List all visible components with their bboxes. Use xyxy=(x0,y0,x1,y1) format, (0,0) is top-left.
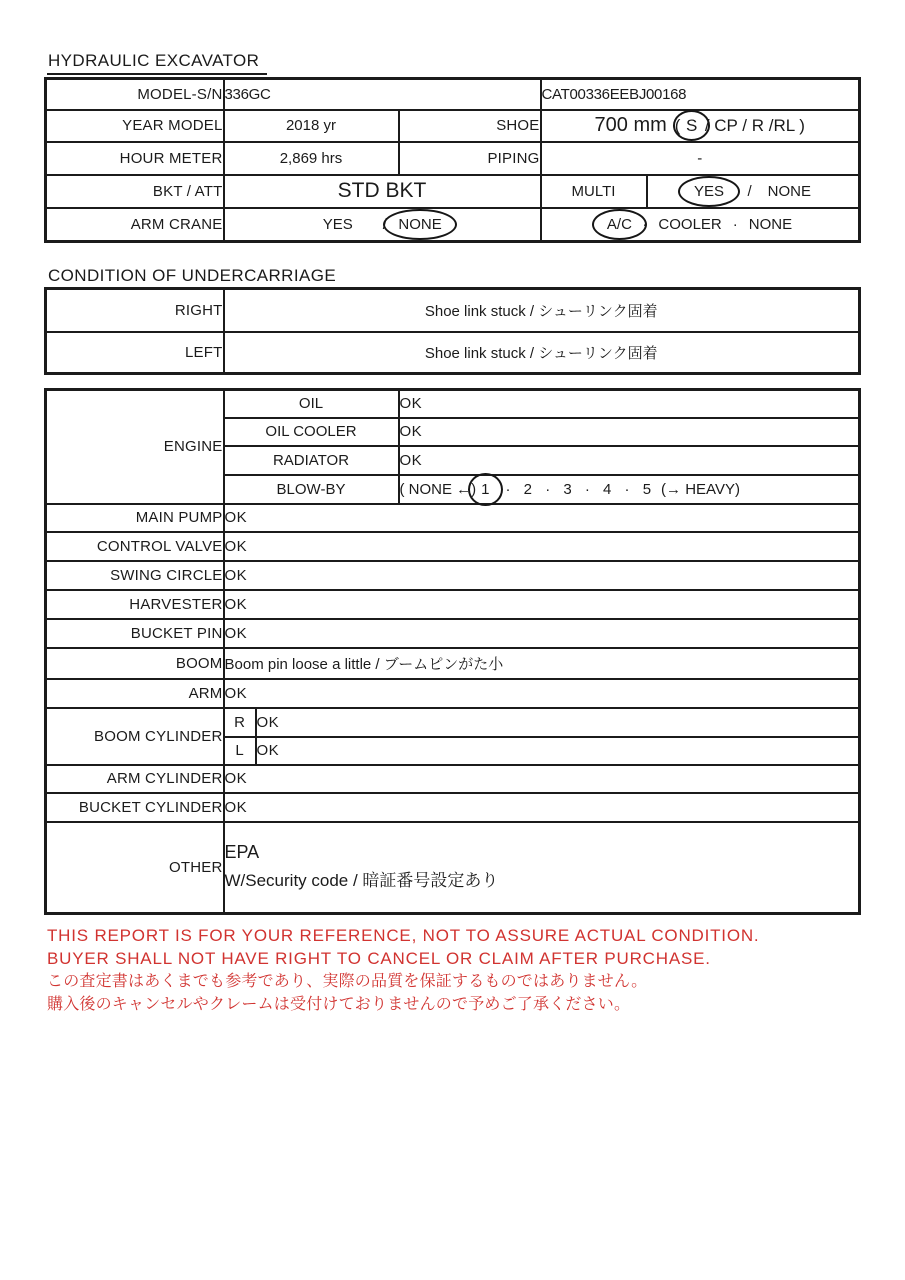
control-valve-value: OK xyxy=(224,532,860,561)
model-value: 336GC xyxy=(224,79,541,110)
bkt-att-value: STD BKT xyxy=(224,175,541,208)
swing-circle-value: OK xyxy=(224,561,860,590)
shoe-label: SHOE xyxy=(399,110,541,142)
piping-value: - xyxy=(541,142,860,175)
boom-cylinder-r-label: R xyxy=(224,708,256,737)
undercarriage-right-label: RIGHT xyxy=(46,289,224,332)
main-pump-label: MAIN PUMP xyxy=(46,504,224,532)
boom-value: Boom pin loose a little / ブームピンがた小 xyxy=(224,648,860,679)
machine-info-table xyxy=(44,77,861,243)
engine-radiator-label: RADIATOR xyxy=(224,446,399,475)
piping-label: PIPING xyxy=(399,142,541,175)
harvester-label: HARVESTER xyxy=(46,590,224,619)
cooling-dot-2: · xyxy=(732,215,738,233)
engine-oil-value: OK xyxy=(399,390,860,418)
hour-meter-value: 2,869 hrs xyxy=(224,142,399,175)
shoe-selected-circle: S xyxy=(673,110,710,141)
bucket-cylinder-label: BUCKET CYLINDER xyxy=(46,793,224,822)
bucket-cylinder-value: OK xyxy=(224,793,860,822)
shoe-options: / CP / R /RL ) xyxy=(704,116,805,135)
arm-crane-slash: / xyxy=(382,215,387,233)
undercarriage-table xyxy=(44,287,861,375)
ac-circle: A/C xyxy=(592,209,647,240)
arm-cylinder-value: OK xyxy=(224,765,860,793)
cooling-dot-1: · xyxy=(642,215,648,233)
undercarriage-right-value: Shoe link stuck / シューリンク固着 xyxy=(224,289,860,332)
multi-none: NONE xyxy=(767,182,812,200)
bkt-att-label: BKT / ATT xyxy=(46,175,224,208)
disclaimer-line-4: 購入後のキャンセルやクレームは受付けておりませんので予めご了承ください。 xyxy=(47,996,631,1013)
other-value-cell xyxy=(224,822,860,914)
disclaimer-line-1: THIS REPORT IS FOR YOUR REFERENCE, NOT TO ASSURE ACTUAL CONDITION. xyxy=(47,926,760,945)
engine-oil-cooler-label: OIL COOLER xyxy=(224,418,399,446)
model-sn-label: MODEL-S/N xyxy=(46,79,224,110)
blowby-prefix: ( NONE ←) xyxy=(399,480,477,498)
boom-cylinder-label: BOOM CYLINDER xyxy=(46,708,224,765)
undercarriage-left-value: Shoe link stuck / シューリンク固着 xyxy=(224,332,860,374)
cooling-cooler: COOLER xyxy=(658,215,722,233)
undercarriage-section-title: CONDITION OF UNDERCARRIAGE xyxy=(47,266,344,290)
blowby-suffix: (→ HEAVY) xyxy=(661,480,740,498)
disclaimer-line-3: この査定書はあくまでも参考であり、実際の品質を保証するものではありません。 xyxy=(47,973,648,990)
arm-value: OK xyxy=(224,679,860,708)
arm-crane-yes: YES xyxy=(322,215,353,233)
blowby-scale-rest: · 2 · 3 · 4 · 5 xyxy=(505,480,652,498)
shoe-value-cell xyxy=(541,110,860,142)
swing-circle-label: SWING CIRCLE xyxy=(46,561,224,590)
serial-number-value: CAT00336EEBJ00168 xyxy=(541,79,860,110)
cooling-none: NONE xyxy=(748,215,793,233)
multi-slash: / xyxy=(747,182,752,200)
arm-crane-none-circle: NONE xyxy=(383,209,456,240)
cooling-value-cell xyxy=(541,208,860,242)
boom-cylinder-r-value: OK xyxy=(256,708,860,737)
engine-oil-cooler-value: OK xyxy=(399,418,860,446)
multi-yes-circle: YES xyxy=(678,176,740,207)
arm-cylinder-label: ARM CYLINDER xyxy=(46,765,224,793)
disclaimer-block xyxy=(47,925,759,1016)
boom-cylinder-l-value: OK xyxy=(256,737,860,765)
arm-crane-label: ARM CRANE xyxy=(46,208,224,242)
blowby-scale-cell xyxy=(399,475,860,504)
multi-value-cell xyxy=(647,175,860,208)
condition-table xyxy=(44,388,861,915)
year-model-value: 2018 yr xyxy=(224,110,399,142)
other-line-epa: EPA xyxy=(224,842,260,863)
boom-cylinder-l-label: L xyxy=(224,737,256,765)
harvester-value: OK xyxy=(224,590,860,619)
engine-label: ENGINE xyxy=(46,390,224,504)
bucket-pin-value: OK xyxy=(224,619,860,648)
undercarriage-left-label: LEFT xyxy=(46,332,224,374)
multi-label: MULTI xyxy=(541,175,647,208)
boom-label: BOOM xyxy=(46,648,224,679)
bucket-pin-label: BUCKET PIN xyxy=(46,619,224,648)
blowby-label: BLOW-BY xyxy=(224,475,399,504)
blowby-selected-circle: 1 xyxy=(468,473,502,506)
other-line-security: W/Security code / 暗証番号設定あり xyxy=(224,871,499,891)
shoe-open-paren: ( xyxy=(674,116,681,135)
disclaimer-line-2: BUYER SHALL NOT HAVE RIGHT TO CANCEL OR CLAIM AFTER PURCHASE. xyxy=(47,948,711,968)
engine-radiator-value: OK xyxy=(399,446,860,475)
year-model-label: YEAR MODEL xyxy=(46,110,224,142)
shoe-size: 700 mm xyxy=(594,114,667,136)
main-pump-value: OK xyxy=(224,504,860,532)
hour-meter-label: HOUR METER xyxy=(46,142,224,175)
control-valve-label: CONTROL VALVE xyxy=(46,532,224,561)
arm-label: ARM xyxy=(46,679,224,708)
other-label: OTHER xyxy=(46,822,224,914)
page-title: HYDRAULIC EXCAVATOR xyxy=(47,51,267,75)
arm-crane-value-cell xyxy=(224,208,541,242)
engine-oil-label: OIL xyxy=(224,390,399,418)
